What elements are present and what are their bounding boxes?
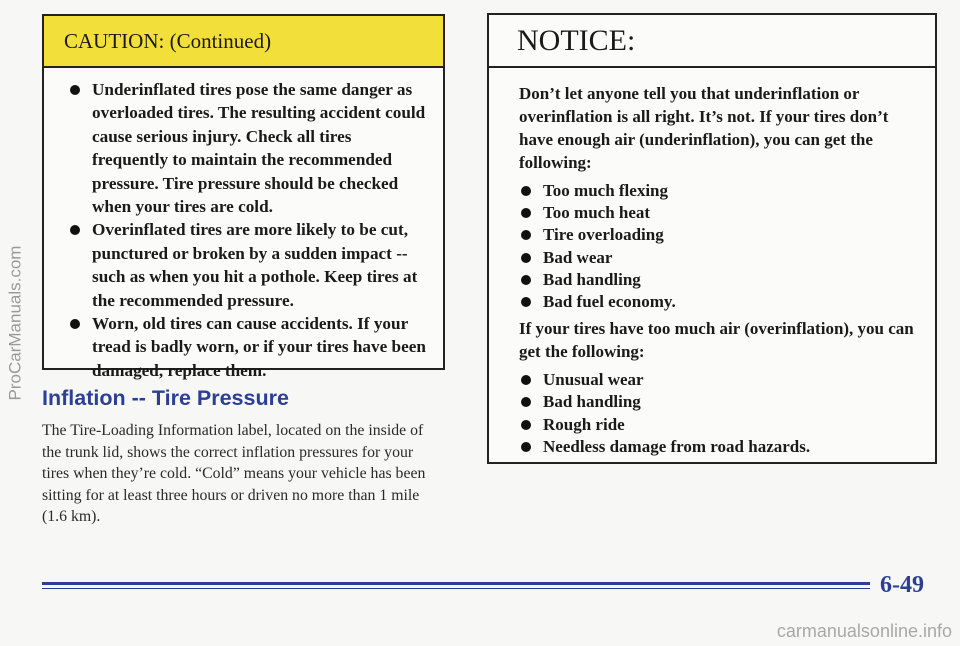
caution-header: CAUTION: (Continued): [44, 16, 443, 68]
list-item: [519, 414, 917, 436]
list-item-text: Rough ride: [543, 414, 625, 434]
list-item: [519, 436, 917, 458]
list-item: [519, 291, 917, 313]
list-item-text: Tire overloading: [543, 225, 664, 245]
bottom-watermark: carmanualsonline.info: [776, 621, 952, 641]
caution-item: [66, 78, 429, 218]
bullet-icon: [521, 375, 531, 385]
notice-paragraph: If your tires have too much air (overinflation), you can get the following:: [519, 319, 914, 362]
bullet-icon: [521, 186, 531, 196]
caution-item: [66, 218, 429, 312]
bullet-icon: [70, 85, 80, 95]
list-item-text: Unusual wear: [543, 370, 644, 390]
notice-list-overinflation: [519, 369, 917, 458]
list-item-text: Bad handling: [543, 269, 641, 289]
list-item: [519, 247, 917, 269]
caution-item: [66, 312, 429, 382]
side-watermark: [2, 0, 28, 646]
list-item: [519, 269, 917, 291]
bullet-icon: [521, 275, 531, 285]
side-watermark-text: ProCarManuals.com: [5, 245, 25, 401]
list-item: [519, 202, 917, 224]
caution-list: [44, 68, 443, 382]
bullet-icon: [521, 297, 531, 307]
footer-rule: [42, 582, 870, 590]
notice-list-underinflation: [519, 180, 917, 313]
list-item-text: Needless damage from road hazards.: [543, 436, 811, 456]
bullet-icon: [521, 442, 531, 452]
notice-paragraph: Don’t let anyone tell you that underinflation or overinflation is all right. It’s not. If your tires don’t have enough air (underinflation), you can get the following:: [519, 84, 889, 172]
bullet-icon: [521, 397, 531, 407]
list-item: [519, 180, 917, 202]
notice-header: NOTICE:: [489, 15, 935, 68]
bullet-icon: [521, 230, 531, 240]
bullet-icon: [70, 225, 80, 235]
bullet-icon: [70, 319, 80, 329]
caution-box: [42, 14, 445, 380]
list-item-text: Bad fuel economy.: [543, 292, 676, 312]
list-item: [519, 369, 917, 391]
caution-item-text: Overinflated tires are more likely to be cut, punctured or broken by a sudden impact -- such as when you hit a pothole. Keep tires at the recommended pressure.: [92, 220, 418, 310]
notice-content: [489, 68, 935, 458]
bullet-icon: [521, 208, 531, 218]
caution-item-text: Worn, old tires can cause accidents. If your tread is badly worn, or if your tires have been damaged, replace them.: [92, 314, 426, 380]
page-number: 6-49: [880, 572, 924, 598]
list-item: [519, 224, 917, 246]
notice-box: [487, 13, 937, 464]
list-item-text: Too much heat: [543, 203, 651, 223]
section-heading: Inflation -- Tire Pressure: [42, 386, 289, 410]
section-body: The Tire-Loading Information label, located on the inside of the trunk lid, shows the correct inflation pressures for your tires when they’re cold. “Cold” means your vehicle has been sitting for at least three hours or driven no more than 1 mile (1.6 km).: [42, 422, 426, 525]
bullet-icon: [521, 253, 531, 263]
list-item-text: Bad handling: [543, 392, 641, 412]
caution-item-text: Underinflated tires pose the same danger as overloaded tires. The resulting accident could cause serious injury. Check all tires frequently to maintain the recommended pressure. Tire pressure should be checked when your tires are cold.: [92, 80, 426, 217]
list-item-text: Bad wear: [543, 247, 613, 267]
bullet-icon: [521, 420, 531, 430]
footer-rule-thick: [42, 582, 870, 585]
list-item: [519, 391, 917, 413]
footer-rule-thin: [42, 588, 870, 589]
list-item-text: Too much flexing: [543, 181, 669, 200]
